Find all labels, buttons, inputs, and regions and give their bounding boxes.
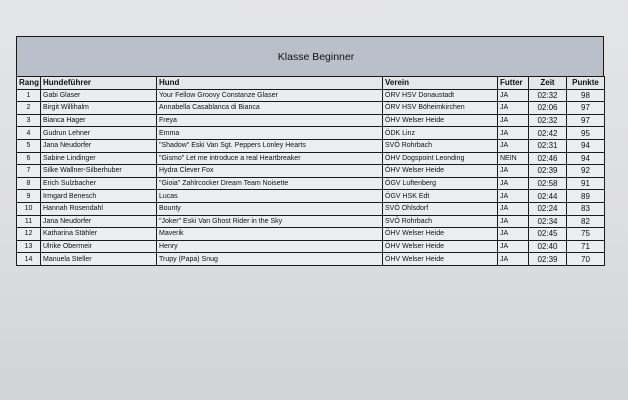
points-cell: 94 [567, 152, 605, 165]
club-cell: ÖDK Linz [383, 127, 498, 140]
table-row [17, 114, 605, 127]
rank-cell: 14 [17, 253, 41, 266]
table-row [17, 127, 605, 140]
handler-cell: Jana Neudorfer [41, 215, 157, 228]
club-cell: ÖGV HSK Edt [383, 190, 498, 203]
food-cell: JA [498, 202, 529, 215]
column-header-punkte: Punkte [567, 77, 605, 90]
table-row [17, 253, 605, 266]
points-cell: 70 [567, 253, 605, 266]
rank-cell: 13 [17, 240, 41, 253]
rank-cell: 3 [17, 114, 41, 127]
handler-cell: Gudrun Lehner [41, 127, 157, 140]
club-cell: ÖHV Welser Heide [383, 240, 498, 253]
dog-cell: "Shadow" Eski Van Sgt. Peppers Lonley Hearts [157, 139, 383, 152]
time-cell: 02:58 [529, 177, 567, 190]
food-cell: JA [498, 177, 529, 190]
points-cell: 97 [567, 102, 605, 115]
points-cell: 94 [567, 139, 605, 152]
dog-cell: "Gismo" Let me introduce a real Heartbreaker [157, 152, 383, 165]
club-cell: ÖHV Welser Heide [383, 165, 498, 178]
club-cell: SVÖ Rohrbach [383, 215, 498, 228]
points-cell: 89 [567, 190, 605, 203]
dog-cell: Trupy (Papa) Snug [157, 253, 383, 266]
food-cell: JA [498, 228, 529, 241]
time-cell: 02:46 [529, 152, 567, 165]
table-row [17, 177, 605, 190]
time-cell: 02:39 [529, 165, 567, 178]
food-cell: JA [498, 127, 529, 140]
dog-cell: Annabella Casablanca di Bianca [157, 102, 383, 115]
club-cell: ÖHV Welser Heide [383, 228, 498, 241]
food-cell: JA [498, 253, 529, 266]
food-cell: JA [498, 89, 529, 102]
rank-cell: 2 [17, 102, 41, 115]
time-cell: 02:39 [529, 253, 567, 266]
rank-cell: 9 [17, 190, 41, 203]
food-cell: JA [498, 190, 529, 203]
time-cell: 02:31 [529, 139, 567, 152]
food-cell: JA [498, 139, 529, 152]
column-header-zeit: Zeit [529, 77, 567, 90]
table-row [17, 102, 605, 115]
food-cell: JA [498, 165, 529, 178]
table-row [17, 215, 605, 228]
club-cell: ÖGV Luftenberg [383, 177, 498, 190]
column-header-verein: Verein [383, 77, 498, 90]
points-cell: 82 [567, 215, 605, 228]
time-cell: 02:45 [529, 228, 567, 241]
handler-cell: Sabine Lindinger [41, 152, 157, 165]
rank-cell: 8 [17, 177, 41, 190]
time-cell: 02:42 [529, 127, 567, 140]
rank-cell: 1 [17, 89, 41, 102]
table-row [17, 202, 605, 215]
dog-cell: Maverik [157, 228, 383, 241]
handler-cell: Ulrike Obermeir [41, 240, 157, 253]
column-header-rang: Rang [17, 77, 41, 90]
time-cell: 02:24 [529, 202, 567, 215]
rank-cell: 7 [17, 165, 41, 178]
dog-cell: Bounty [157, 202, 383, 215]
column-header-hund: Hund [157, 77, 383, 90]
points-cell: 98 [567, 89, 605, 102]
handler-cell: Erich Sulzbacher [41, 177, 157, 190]
dog-cell: "Gioia" Zahlrcocker Dream Team Noisette [157, 177, 383, 190]
club-cell: ÖHV Dogspoint Leonding [383, 152, 498, 165]
dog-cell: Freya [157, 114, 383, 127]
club-cell: SVÖ Rohrbach [383, 139, 498, 152]
results-table [16, 76, 605, 266]
points-cell: 71 [567, 240, 605, 253]
rank-cell: 5 [17, 139, 41, 152]
time-cell: 02:40 [529, 240, 567, 253]
results-sheet [16, 36, 604, 266]
dog-cell: "Joker" Eski Van Ghost Rider in the Sky [157, 215, 383, 228]
dog-cell: Emma [157, 127, 383, 140]
column-header-futter: Futter [498, 77, 529, 90]
food-cell: JA [498, 102, 529, 115]
table-row [17, 165, 605, 178]
handler-cell: Hannah Rosendahl [41, 202, 157, 215]
club-cell: ÖHV Welser Heide [383, 114, 498, 127]
rank-cell: 11 [17, 215, 41, 228]
dog-cell: Hydra Clever Fox [157, 165, 383, 178]
rank-cell: 12 [17, 228, 41, 241]
table-row [17, 228, 605, 241]
handler-cell: Gabi Glaser [41, 89, 157, 102]
handler-cell: Jana Neudorfer [41, 139, 157, 152]
points-cell: 92 [567, 165, 605, 178]
club-cell: SVÖ Ohlsdorf [383, 202, 498, 215]
table-row [17, 240, 605, 253]
time-cell: 02:06 [529, 102, 567, 115]
points-cell: 83 [567, 202, 605, 215]
table-row [17, 152, 605, 165]
table-row [17, 139, 605, 152]
time-cell: 02:32 [529, 114, 567, 127]
column-header-hundefuehrer: Hundeführer [41, 77, 157, 90]
food-cell: JA [498, 240, 529, 253]
handler-cell: Irmgard Benesch [41, 190, 157, 203]
handler-cell: Manuela Steller [41, 253, 157, 266]
handler-cell: Bianca Hager [41, 114, 157, 127]
class-title-bar [16, 36, 604, 76]
points-cell: 91 [567, 177, 605, 190]
food-cell: JA [498, 215, 529, 228]
points-cell: 97 [567, 114, 605, 127]
club-cell: ÖRV HSV Böheimkirchen [383, 102, 498, 115]
rank-cell: 6 [17, 152, 41, 165]
time-cell: 02:44 [529, 190, 567, 203]
time-cell: 02:32 [529, 89, 567, 102]
handler-cell: Katharina Stähler [41, 228, 157, 241]
rank-cell: 10 [17, 202, 41, 215]
rank-cell: 4 [17, 127, 41, 140]
points-cell: 95 [567, 127, 605, 140]
dog-cell: Your Fellow Groovy Constanze Glaser [157, 89, 383, 102]
food-cell: NEIN [498, 152, 529, 165]
time-cell: 02:34 [529, 215, 567, 228]
table-row [17, 89, 605, 102]
handler-cell: Birgit Willihalm [41, 102, 157, 115]
table-row [17, 190, 605, 203]
dog-cell: Lucas [157, 190, 383, 203]
dog-cell: Henry [157, 240, 383, 253]
club-cell: ÖHV Welser Heide [383, 253, 498, 266]
club-cell: ÖRV HSV Donaustadt [383, 89, 498, 102]
food-cell: JA [498, 114, 529, 127]
class-title: Klasse Beginner [277, 50, 355, 63]
header-row [17, 77, 605, 90]
points-cell: 75 [567, 228, 605, 241]
results-body [17, 89, 605, 265]
handler-cell: Silke Wallner-Silberhuber [41, 165, 157, 178]
